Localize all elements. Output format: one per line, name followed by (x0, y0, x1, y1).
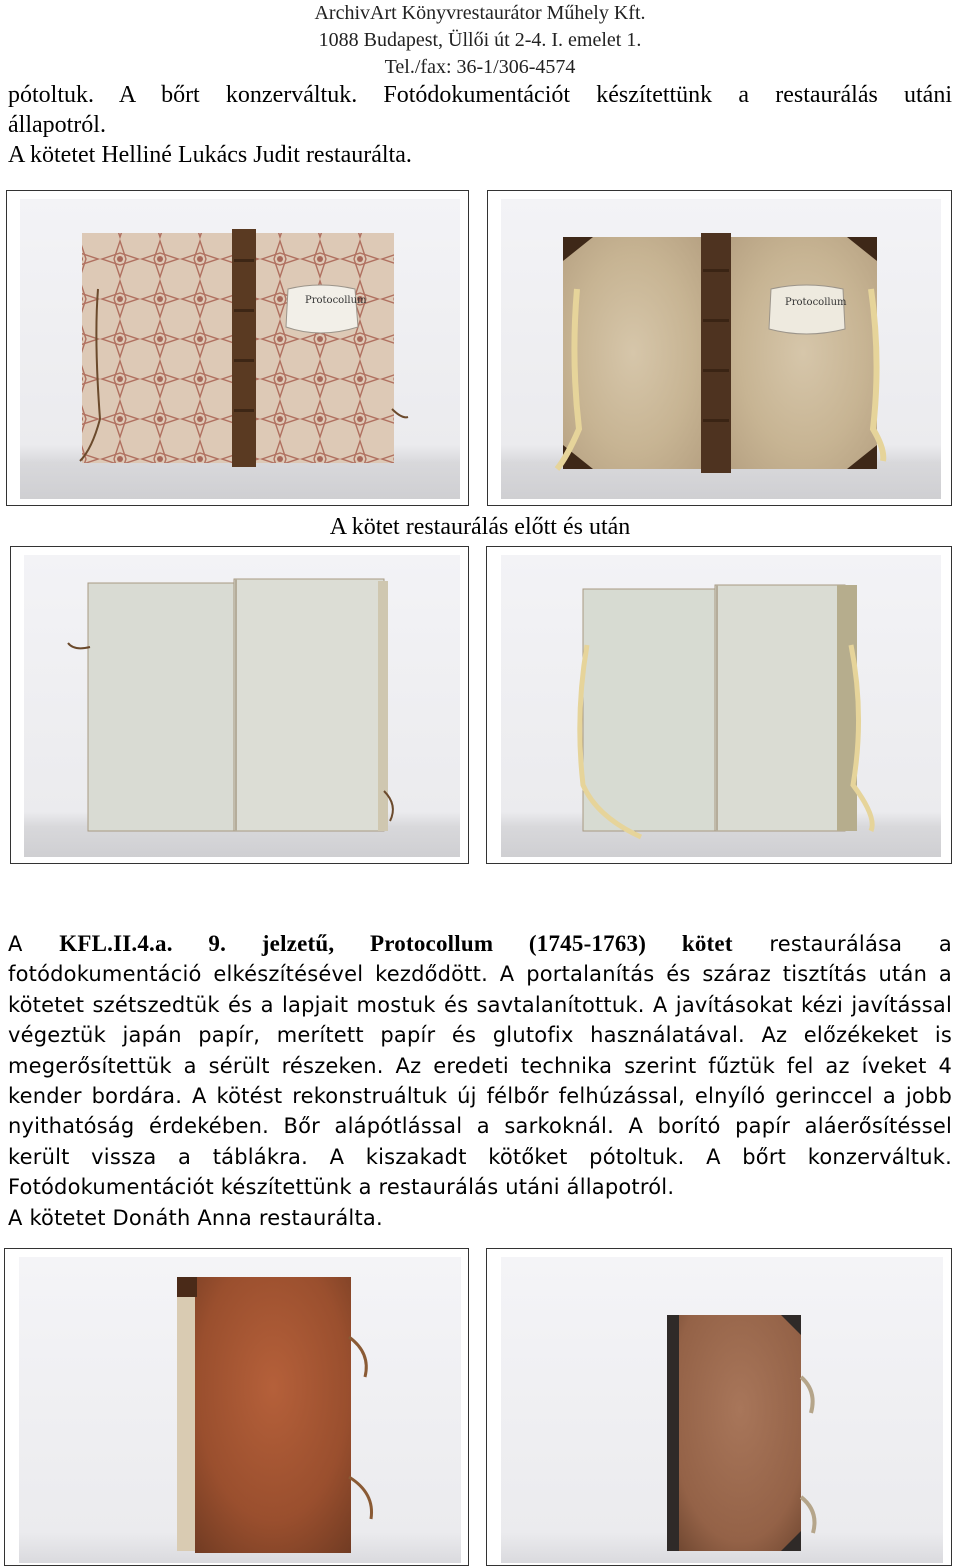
main-paragraph-line-9: Fotódokumentációt készítettünk a restaurálás utáni állapotról. (8, 1175, 675, 1200)
photo-book-before-closed (20, 199, 460, 499)
main-paragraph-line-4: végeztük japán papír, merített papír és glutofix használatával. Az előzékeket is (8, 1023, 952, 1048)
company-phone: Tel./fax: 36-1/306-4574 (384, 56, 576, 78)
main-paragraph-line-1 (8, 929, 952, 959)
label-before: Protocollum (305, 295, 367, 306)
line1-prefix: A (8, 932, 23, 956)
photo-book2-after (501, 1257, 943, 1563)
photo-book-after-closed (501, 199, 941, 499)
photo-frame-after-closed (487, 190, 952, 506)
label-after: Protocollum (785, 297, 847, 308)
company-name: ArchivArt Könyvrestaurátor Műhely Kft. (314, 2, 646, 24)
main-paragraph-line-2: fotódokumentáció elkészítésével kezdődött. A portalanítás és száraz tisztítás után a (8, 962, 952, 987)
main-paragraph-line-7: nyithatóság érdekében. Bőr alápótlással a sarkoknál. A borító papír aláerősítéssel (8, 1114, 952, 1139)
photo-book-after-open (501, 555, 941, 857)
company-address: 1088 Budapest, Üllői út 2-4. I. emelet 1. (318, 29, 642, 51)
line1-suffix: restaurálása a (769, 932, 952, 956)
photo-frame-after-open (486, 546, 952, 864)
main-paragraph (8, 929, 952, 1233)
top-paragraph-line: állapotról. (8, 112, 106, 138)
main-paragraph-line-3: kötetet szétszedtük és a lapjait mostuk és savtalanítottuk. A javításokat kézi javítással (8, 992, 952, 1017)
top-paragraph (8, 80, 952, 170)
top-paragraph-line: A kötetet Helliné Lukács Judit restaurálta. (8, 142, 412, 168)
main-paragraph-line-8: került vissza a táblákra. A kiszakadt kötőket pótoltuk. A bőrt konzerváltuk. (8, 1144, 952, 1169)
photo-frame-book2-before (4, 1248, 469, 1566)
shelfmark: KFL.II.4.a. 9. jelzetű, Protocollum (1745-1763) kötet (59, 931, 733, 956)
main-paragraph-line-6: kender bordára. A kötést rekonstruáltuk új félbőr felhúzással, elnyíló gerinccel a jobb (8, 1084, 952, 1109)
photo-caption: A kötet restaurálás előtt és után (329, 514, 631, 540)
photo-frame-book2-after (486, 1248, 952, 1566)
top-paragraph-line: pótoltuk. A bőrt konzerváltuk. Fotódokumentációt készítettünk a restaurálás utáni (8, 82, 952, 108)
main-paragraph-line-5: megerősítettük a sérült részeken. Az eredeti technika szerint fűztük fel az íveket 4 (8, 1053, 952, 1078)
photo-book2-before (19, 1257, 461, 1563)
photo-book-before-open (24, 555, 460, 857)
photo-frame-before-open (10, 546, 469, 864)
letterhead (0, 0, 960, 81)
main-paragraph-line-10: A kötetet Donáth Anna restaurálta. (8, 1205, 383, 1230)
photo-frame-before-closed (6, 190, 469, 506)
